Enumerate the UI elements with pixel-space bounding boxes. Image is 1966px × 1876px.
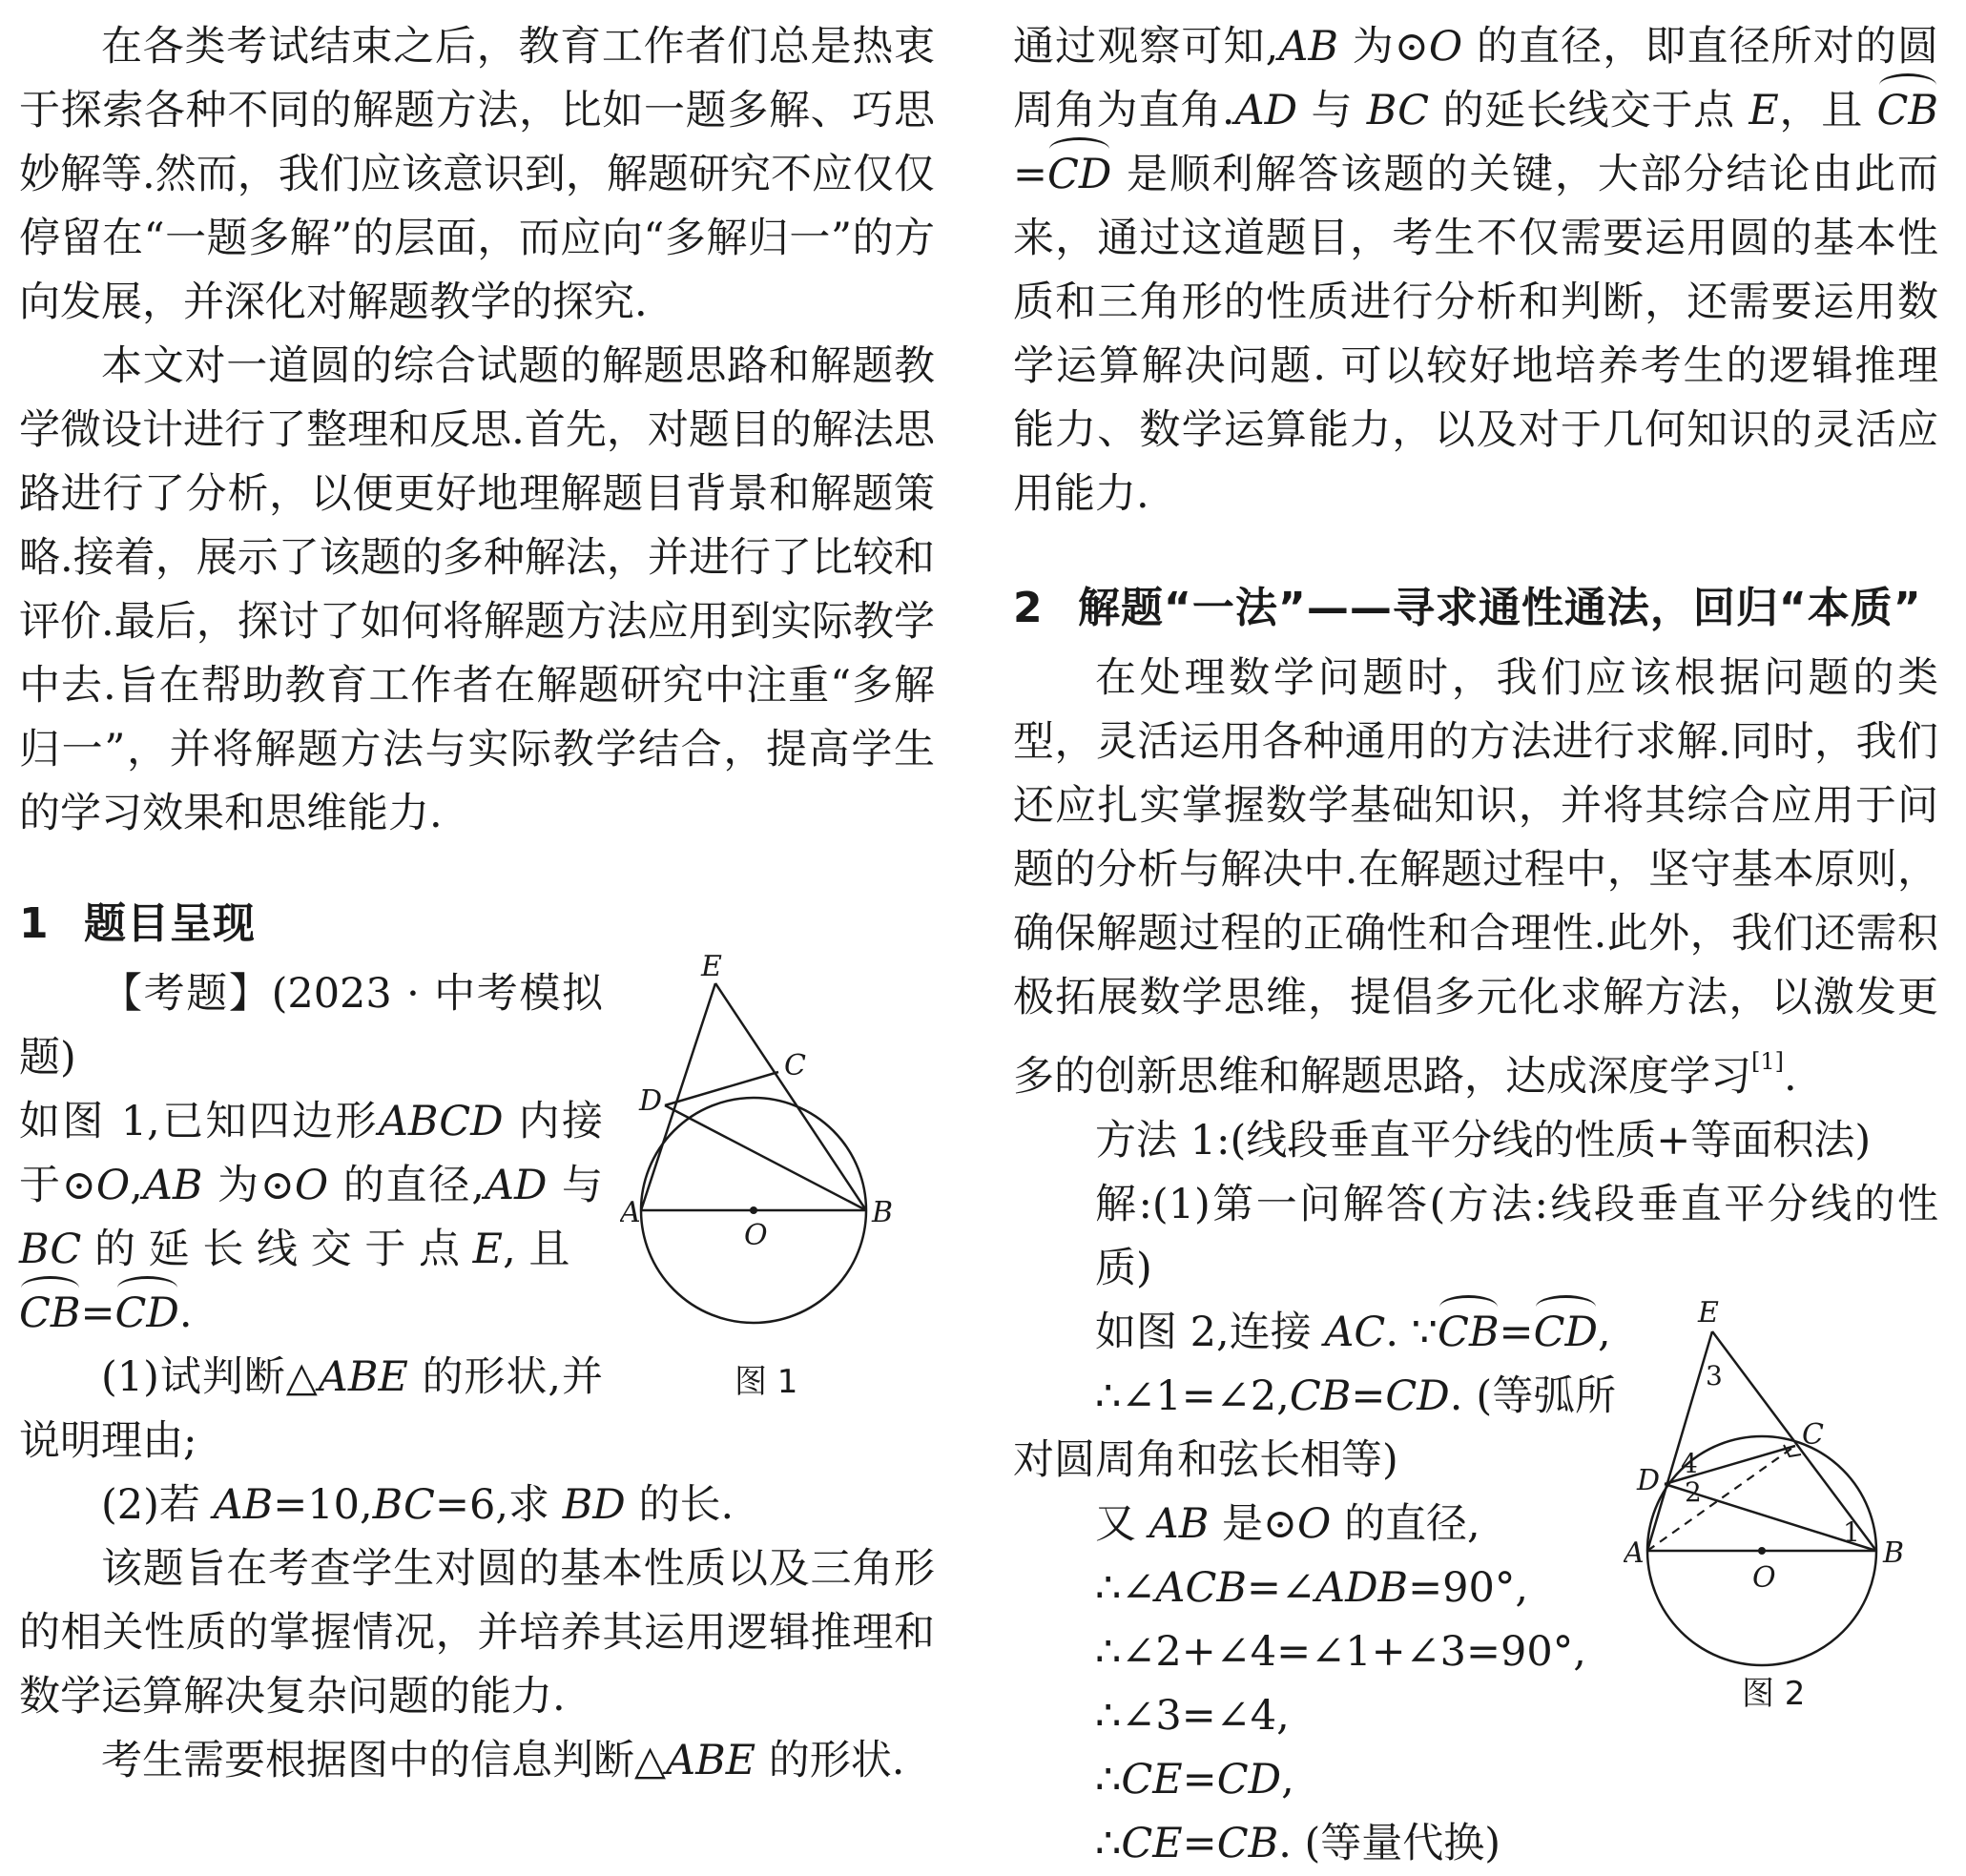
arc-CD-right: CD xyxy=(1047,143,1111,207)
problem-statement: 如图 1,已知四边形ABCD 内接于⊙O,AB 为⊙O 的直径,AD 与 BC 的 延 长 线 交 于 点 E, 且 CB=CD. xyxy=(19,1090,935,1346)
analysis-continued: 通过观察可知,AB 为⊙O 的直径，即直径所对的圆周角为直角.AD 与 BC 的延长线交于点 E，且 CB=CD 是顺利解答该题的关键，大部分结论由此而来，通过这道题目，考生不仅需要运用圆的基本性质和三角形的性质进行分析和判断，还需要运用数学运算解决问题. 可以较好地培养考生的逻辑推理能力、数学运算能力，以及对于几何知识的灵活应用能力. xyxy=(1013,23,1939,518)
solution-line-1: ∴∠1=∠2,CB=CD. (等弧所对圆周角和弦长相等) xyxy=(1013,1372,1616,1484)
method-intro-paragraph: 在处理数学问题时，我们应该根据问题的类型，灵活运用各种通用的方法进行求解.同时，我们还应扎实掌握数学基础知识，并将其综合应用于问题的分析与解决中.在解题过程中，坚守基本原则，确保解题过程的正确性和合理性.此外，我们还需积极拓展数学思维，提倡多元化求解方法，以激发更多的创新思维和解题思路，达成深度学习[1]. xyxy=(1013,654,1938,1101)
solution-line-2: 又 AB 是⊙O 的直径, xyxy=(1095,1500,1480,1548)
fig2-label-D: D xyxy=(1637,1464,1661,1497)
fig1-label-B: B xyxy=(872,1196,894,1229)
arc-CD-solution: CD xyxy=(1534,1301,1598,1365)
figure-1-caption: 图 1 xyxy=(735,1363,798,1401)
fig2-angle-3: 3 xyxy=(1706,1360,1723,1392)
fig1-label-A: A xyxy=(620,1196,641,1229)
figure-2 xyxy=(1624,1301,1938,1816)
solution-1-heading: 解:(1)第一问解答(方法:线段垂直平分线的性质) xyxy=(1095,1181,1938,1292)
fig2-label-C: C xyxy=(1802,1418,1824,1452)
solution-line-0: 如图 2,连接 AC. ∵CB=CD, xyxy=(1013,1301,1938,1365)
fig2-label-O: O xyxy=(1752,1561,1776,1595)
arc-CB-right: CB xyxy=(1877,79,1939,143)
analysis-paragraph-2: 考生需要根据图中的信息判断△ABE 的形状. xyxy=(101,1737,905,1784)
left-column xyxy=(19,15,935,1793)
solution-line-6: ∴CE=CD, xyxy=(1095,1756,1294,1804)
section-1-title: 题目呈现 xyxy=(84,899,256,948)
solution-line-5: ∴∠3=∠4, xyxy=(1095,1692,1290,1740)
fig1-label-E: E xyxy=(701,953,722,983)
intro-paragraph-2: 本文对一道圆的综合试题的解题思路和解题教学微设计进行了整理和反思.首先，对题目的解法思路进行了分析，以便更好地理解题目背景和解题策略.接着，展示了该题的多种解法，并进行了比较和评价.最后，探讨了如何将解题方法应用到实际教学中去.旨在帮助教育工作者在解题研究中注重“多解归一”，并将解题方法与实际教学结合，提高学生的学习效果和思维能力. xyxy=(19,342,935,837)
fig1-label-D: D xyxy=(639,1084,663,1118)
figure-1 xyxy=(620,953,935,1401)
right-column xyxy=(1013,15,1938,1876)
section-2-heading xyxy=(1013,580,1938,637)
arc-CD: CD xyxy=(115,1282,179,1346)
solution-line-7: ∴CE=CB. (等量代换) xyxy=(1095,1820,1501,1867)
fig2-label-E: E xyxy=(1698,1301,1719,1330)
fig2-angle-2: 2 xyxy=(1685,1476,1702,1508)
section-2-title: 解题“一法”——寻求通性通法，回归“本质” xyxy=(1078,584,1922,632)
fig1-label-C: C xyxy=(784,1049,806,1082)
section-2-number: 2 xyxy=(1013,584,1044,632)
question-1: (1)试判断△ABE 的形状,并说明理由; xyxy=(19,1353,603,1465)
fig2-label-A: A xyxy=(1624,1536,1645,1570)
reference-marker: [1] xyxy=(1751,1048,1784,1075)
solution-line-3: ∴∠ACB=∠ADB=90°, xyxy=(1095,1564,1529,1612)
problem-tag: 【考题】(2023 · 中考模拟题) xyxy=(19,970,603,1082)
fig2-label-B: B xyxy=(1883,1536,1905,1570)
intro-paragraph-1: 在各类考试结束之后，教育工作者们总是热衷于探索各种不同的解题方法，比如一题多解、巧思妙解等.然而，我们应该意识到，解题研究不应仅仅停留在“一题多解”的层面，而应向“多解归一”的方向发展，并深化对解题教学的探究. xyxy=(19,23,935,326)
question-2: (2)若 AB=10,BC=6,求 BD 的长. xyxy=(101,1481,735,1529)
section-1-heading xyxy=(19,896,935,953)
solution-line-4: ∴∠2+∠4=∠1+∠3=90°, xyxy=(1095,1628,1586,1676)
fig2-angle-1: 1 xyxy=(1843,1516,1860,1548)
method-1-title: 方法 1:(线段垂直平分线的性质+等面积法) xyxy=(1095,1117,1872,1165)
arc-CB: CB xyxy=(19,1282,81,1346)
section-1-number: 1 xyxy=(19,899,50,948)
analysis-paragraph-1: 该题旨在考查学生对圆的基本性质以及三角形的相关性质的掌握情况，并培养其运用逻辑推理和数学运算解决复杂问题的能力. xyxy=(19,1545,935,1721)
arc-CB-solution: CB xyxy=(1438,1301,1500,1365)
figure-1-diagram xyxy=(620,953,935,1372)
figure-2-caption: 图 2 xyxy=(1742,1675,1806,1713)
fig1-label-O: O xyxy=(744,1219,768,1252)
fig2-angle-4: 4 xyxy=(1681,1448,1698,1479)
